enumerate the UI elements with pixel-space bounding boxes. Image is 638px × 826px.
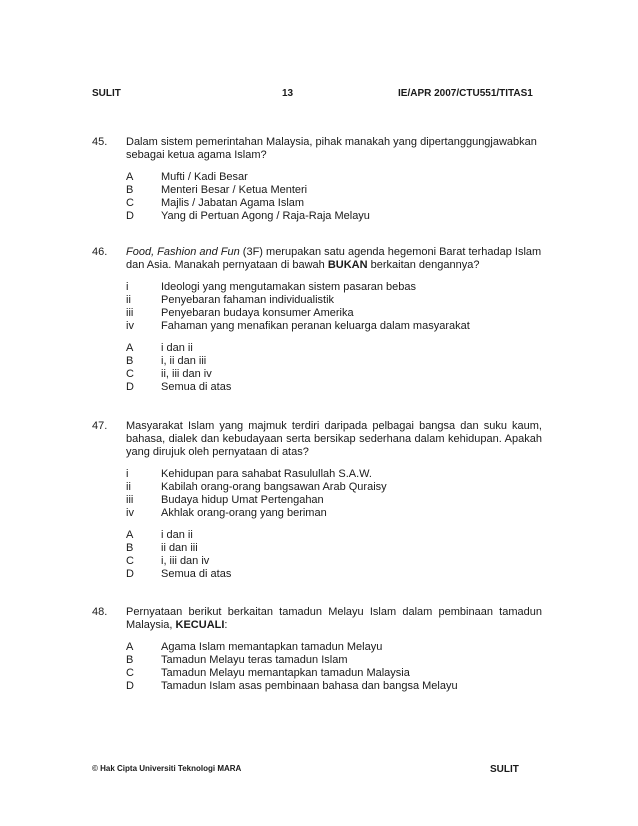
question-number: 45. — [92, 136, 108, 148]
statement-i: i Ideologi yang mengutamakan sistem pasaran bebas — [126, 281, 416, 293]
option-a[interactable]: A Agama Islam memantapkan tamadun Melayu — [126, 641, 383, 653]
question-number: 46. — [92, 246, 108, 258]
option-a[interactable]: A i dan ii — [126, 342, 193, 354]
statement-i: i Kehidupan para sahabat Rasulullah S.A.W. — [126, 468, 372, 480]
option-b[interactable]: B ii dan iii — [126, 542, 198, 554]
option-c[interactable]: C Majlis / Jabatan Agama Islam — [126, 197, 305, 209]
question-number: 47. — [92, 420, 108, 432]
question-text: Masyarakat Islam yang majmuk terdiri daripada pelbagai bangsa dan suku kaum, bahasa, dialek dan kebudayaan serta bersikap sederhana dalam kehidupan. Apakah yang dirujuk oleh pernyataan di atas? — [126, 420, 542, 458]
footer-sulit: SULIT — [490, 764, 519, 775]
option-d[interactable]: D Tamadun Islam asas pembinaan bahasa dan bangsa Melayu — [126, 680, 458, 692]
option-b[interactable]: B Menteri Besar / Ketua Menteri — [126, 184, 308, 196]
question-48 — [92, 606, 542, 693]
statement-iv: iv Akhlak orang-orang yang beriman — [126, 507, 327, 519]
statement-ii: ii Penyebaran fahaman individualistik — [126, 294, 335, 306]
answer-options — [126, 641, 542, 693]
exam-code: IE/APR 2007/CTU551/TITAS1 — [398, 88, 533, 99]
question-45 — [92, 136, 542, 223]
option-c[interactable]: C ii, iii dan iv — [126, 368, 212, 380]
question-46 — [92, 246, 542, 394]
question-text: Pernyataan berikut berkaitan tamadun Melayu Islam dalam pembinaan tamadun Malaysia, KECUALI: — [126, 606, 542, 631]
option-c[interactable]: C Tamadun Melayu memantapkan tamadun Malaysia — [126, 667, 410, 679]
option-d[interactable]: D Yang di Pertuan Agong / Raja-Raja Melayu — [126, 210, 370, 222]
question-47 — [92, 420, 542, 581]
statement-ii: ii Kabilah orang-orang bangsawan Arab Quraisy — [126, 481, 387, 493]
option-a[interactable]: A i dan ii — [126, 529, 193, 541]
answer-options — [126, 171, 542, 223]
option-c[interactable]: C i, iii dan iv — [126, 555, 210, 567]
option-d[interactable]: D Semua di atas — [126, 568, 232, 580]
question-text: Food, Fashion and Fun (3F) merupakan satu agenda hegemoni Barat terhadap Islam dan Asia. Manakah pernyataan di bawah BUKAN berkaitan dengannya? — [126, 246, 542, 271]
option-a[interactable]: A Mufti / Kadi Besar — [126, 171, 248, 183]
statements — [126, 468, 542, 581]
copyright-notice: © Hak Cipta Universiti Teknologi MARA — [92, 764, 242, 773]
option-b[interactable]: B Tamadun Melayu teras tamadun Islam — [126, 654, 348, 666]
question-number: 48. — [92, 606, 108, 618]
statement-iii: iii Budaya hidup Umat Pertengahan — [126, 494, 324, 506]
option-d[interactable]: D Semua di atas — [126, 381, 232, 393]
statement-iv: iv Fahaman yang menafikan peranan keluarga dalam masyarakat — [126, 320, 470, 332]
question-text: Dalam sistem pemerintahan Malaysia, pihak manakah yang dipertanggungjawabkan sebagai ketua agama Islam? — [126, 136, 537, 161]
header-sulit: SULIT — [92, 88, 121, 99]
statements — [126, 281, 542, 394]
option-b[interactable]: B i, ii dan iii — [126, 355, 207, 367]
statement-iii: iii Penyebaran budaya konsumer Amerika — [126, 307, 354, 319]
page-number: 13 — [282, 88, 294, 99]
